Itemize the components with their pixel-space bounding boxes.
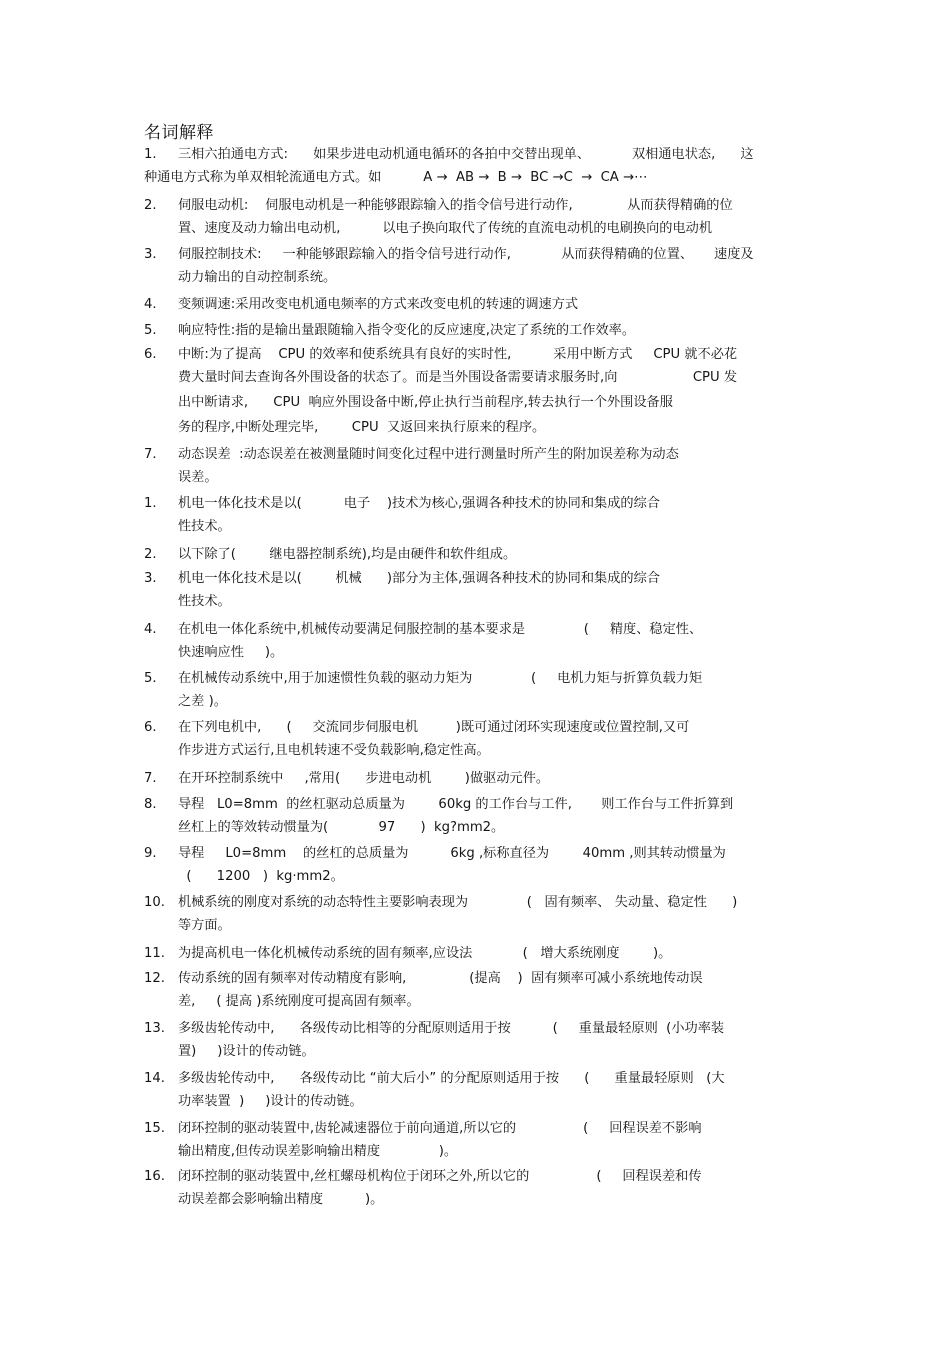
item-number: 4.	[144, 297, 157, 312]
item-text: 动态误差 :动态误差在被测量随时间变化过程中进行测量时所产生的附加误差称为动态	[178, 447, 679, 462]
item-text: 误差。	[178, 470, 218, 485]
item-text: 机械系统的刚度对系统的动态特性主要影响表现为 ( 固有频率、 失动量、稳定性 )	[178, 895, 738, 910]
item-number: 14.	[144, 1071, 165, 1086]
item-text: 为提高机电一体化机械传动系统的固有频率,应设法 ( 增大系统刚度 )。	[178, 946, 672, 961]
item-text: 多级齿轮传动中, 各级传动比 “前大后小” 的分配原则适用于按 ( 重量最轻原则 (大	[178, 1071, 725, 1086]
item-text: 动误差都会影响输出精度 )。	[178, 1192, 384, 1207]
item-text: 差, ( 提高 )系统刚度可提高固有频率。	[178, 994, 420, 1009]
item-number: 12.	[144, 971, 165, 986]
item-text: 快速响应性 )。	[178, 645, 284, 660]
item-text: 多级齿轮传动中, 各级传动比相等的分配原则适用于按 ( 重量最轻原则 (小功率装	[178, 1021, 725, 1036]
item-number: 1.	[144, 147, 157, 162]
item-text: 在开环控制系统中 ,常用( 步进电动机 )做驱动元件。	[178, 771, 550, 786]
item-continuation-text: 种通电方式称为单双相轮流通电方式。如 A → AB → B → BC →C → CA →⋯	[144, 170, 648, 185]
item-text: 等方面。	[178, 918, 231, 933]
item-number: 15.	[144, 1121, 165, 1136]
item-text: 输出精度,但传动误差影响输出精度 )。	[178, 1144, 458, 1159]
item-number: 5.	[144, 323, 157, 338]
item-text: 动力输出的自动控制系统。	[178, 270, 337, 285]
item-text: ( 1200 ) kg·mm2。	[178, 869, 344, 884]
item-number: 1.	[144, 496, 157, 511]
item-number: 9.	[144, 846, 157, 861]
item-number: 10.	[144, 895, 165, 910]
item-text: 功率装置 ) )设计的传动链。	[178, 1094, 363, 1109]
item-text: 机电一体化技术是以( 机械 )部分为主体,强调各种技术的协同和集成的综合	[178, 571, 660, 586]
item-text: 在下列电机中, ( 交流同步伺服电机 )既可通过闭环实现速度或位置控制,又可	[178, 720, 690, 735]
item-text: 出中断请求, CPU 响应外围设备中断,停止执行当前程序,转去执行一个外围设备服	[178, 395, 673, 410]
item-number: 4.	[144, 622, 157, 637]
item-text: 之差 )。	[178, 694, 227, 709]
item-number: 6.	[144, 720, 157, 735]
item-text: 机电一体化技术是以( 电子 )技术为核心,强调各种技术的协同和集成的综合	[178, 496, 660, 511]
item-text: 响应特性:指的是输出量跟随输入指令变化的反应速度,决定了系统的工作效率。	[178, 323, 636, 338]
item-number: 7.	[144, 447, 157, 462]
item-text: 三相六拍通电方式: 如果步进电动机通电循环的各拍中交替出现单、 双相通电状态, 这	[178, 147, 754, 162]
item-text: 变频调速:采用改变电机通电频率的方式来改变电机的转速的调速方式	[178, 297, 579, 312]
item-number: 5.	[144, 671, 157, 686]
item-text: 在机电一体化系统中,机械传动要满足伺服控制的基本要求是 ( 精度、稳定性、	[178, 622, 703, 637]
item-text: 中断:为了提高 CPU 的效率和使系统具有良好的实时性, 采用中断方式 CPU 就不必花	[178, 347, 738, 362]
page-title: 名词解释	[144, 123, 214, 143]
item-number: 7.	[144, 771, 157, 786]
item-text: 在机械传动系统中,用于加速惯性负载的驱动力矩为 ( 电机力矩与折算负载力矩	[178, 671, 703, 686]
item-text: 性技术。	[178, 594, 231, 609]
item-text: 置、速度及动力输出电动机, 以电子换向取代了传统的直流电动机的电刷换向的电动机	[178, 221, 713, 236]
item-number: 3.	[144, 571, 157, 586]
item-text: 导程 L0=8mm 的丝杠驱动总质量为 60kg 的工作台与工件, 则工作台与工件折算到	[178, 797, 734, 812]
item-text: 以下除了( 继电器控制系统),均是由硬件和软件组成。	[178, 547, 517, 562]
item-text: 费大量时间去查询各外围设备的状态了。而是当外围设备需要请求服务时,向 CPU 发	[178, 370, 738, 385]
item-number: 6.	[144, 347, 157, 362]
item-number: 16.	[144, 1169, 165, 1184]
item-text: 性技术。	[178, 519, 231, 534]
item-number: 11.	[144, 946, 165, 961]
item-number: 8.	[144, 797, 157, 812]
item-text: 作步进方式运行,且电机转速不受负载影响,稳定性高。	[178, 743, 490, 758]
item-number: 3.	[144, 247, 157, 262]
item-text: 导程 L0=8mm 的丝杠的总质量为 6kg ,标称直径为 40mm ,则其转动惯量为	[178, 846, 726, 861]
item-number: 2.	[144, 547, 157, 562]
item-text: 闭环控制的驱动装置中,丝杠螺母机构位于闭环之外,所以它的 ( 回程误差和传	[178, 1169, 702, 1184]
item-text: 置) )设计的传动链。	[178, 1044, 315, 1059]
item-text: 传动系统的固有频率对传动精度有影响, (提高 ) 固有频率可减小系统地传动误	[178, 971, 703, 986]
item-number: 13.	[144, 1021, 165, 1036]
item-text: 务的程序,中断处理完毕, CPU 又返回来执行原来的程序。	[178, 420, 546, 435]
item-text: 丝杠上的等效转动惯量为( 97 ) kg?mm2。	[178, 820, 505, 835]
item-text: 伺服控制技术: 一种能够跟踪输入的指令信号进行动作, 从而获得精确的位置、 速度及	[178, 247, 754, 262]
item-number: 2.	[144, 198, 157, 213]
item-text: 伺服电动机: 伺服电动机是一种能够跟踪输入的指令信号进行动作, 从而获得精确的位	[178, 198, 733, 213]
item-text: 闭环控制的驱动装置中,齿轮减速器位于前向通道,所以它的 ( 回程误差不影响	[178, 1121, 702, 1136]
